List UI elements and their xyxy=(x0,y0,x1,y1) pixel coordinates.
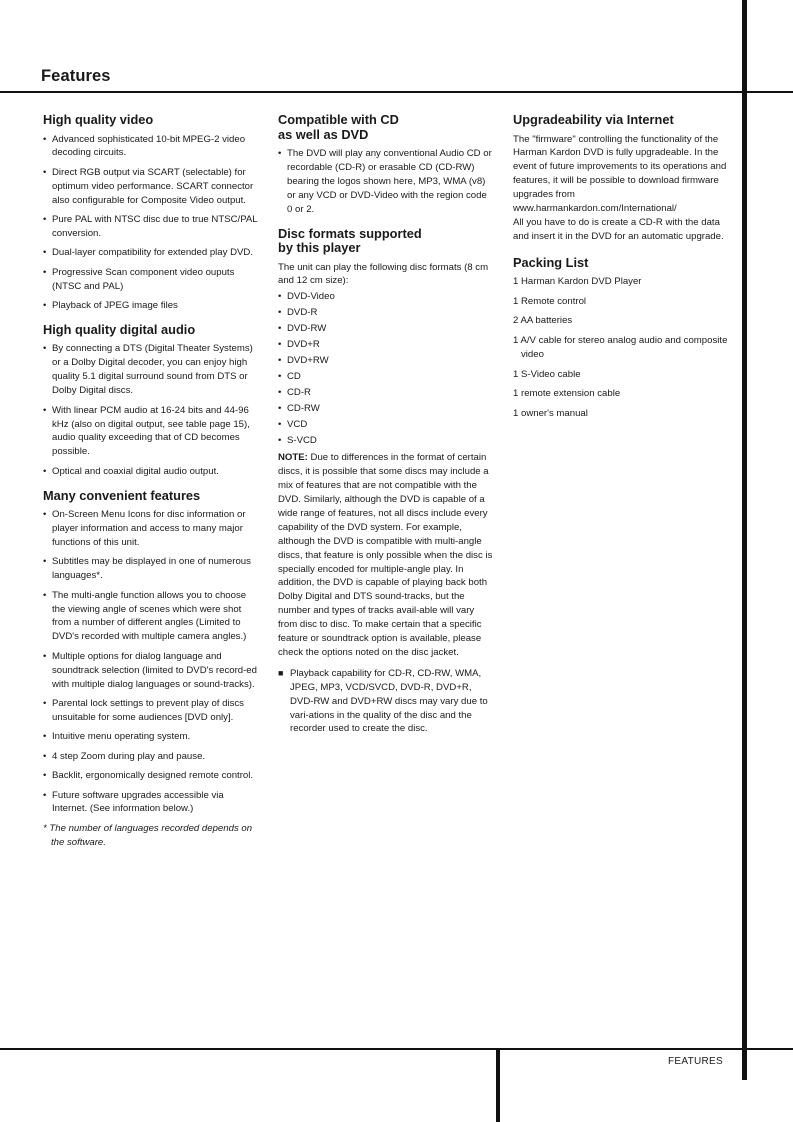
upgrade-text-2: All you have to do is create a CD-R with the data and insert it in the DVD for an automatic upgrade. xyxy=(513,216,724,242)
list-item: • VCD xyxy=(278,418,493,432)
list-item: • Multiple options for dialog language and soundtrack selection (limited to DVD's record-ed with multiple dialog languages or sound-tracks). xyxy=(43,650,258,692)
packing-list xyxy=(513,275,733,420)
footer-section-label: FEATURES xyxy=(668,1056,723,1067)
heading-line: by this player xyxy=(278,240,361,256)
list-item: • 4 step Zoom during play and pause. xyxy=(43,750,258,764)
list-item: • CD-R xyxy=(278,386,493,400)
heading-convenient: Many convenient features xyxy=(43,487,201,503)
column-left xyxy=(43,113,258,850)
list-item: • Intuitive menu operating system. xyxy=(43,730,258,744)
list-item: • Pure PAL with NTSC disc due to true NTSC/PAL conversion. xyxy=(43,213,258,241)
formats-list xyxy=(278,290,493,448)
list-item: • The multi-angle function allows you to choose the viewing angle of scenes which were shot from a number of different angles (Limited to DVD's recorded with multiple camera angles.) xyxy=(43,589,258,645)
upgrade-text: The "firmware" controlling the functionality of the Harman Kardon DVD is fully upgradeable. In the event of future improvements to its operations and features, it will be possible to download firmware upgrades from www.harmankardon.com/International/ xyxy=(513,133,727,215)
languages-footnote: * The number of languages recorded depends on the software. xyxy=(43,822,253,848)
list-item: 1 owner's manual xyxy=(513,407,588,419)
list-item: 1 S-Video cable xyxy=(513,368,581,380)
heading-line: as well as DVD xyxy=(278,126,369,142)
list-item: • Direct RGB output via SCART (selectable) for optimum video performance. SCART connector also configurable for Composite Video output. xyxy=(43,166,258,208)
list-item: • With linear PCM audio at 16-24 bits and 44-96 kHz (also on digital output, see table page 15), audio quality exceeding that of CD becomes possible. xyxy=(43,404,258,460)
list-item: • Progressive Scan component video ouputs (NTSC and PAL) xyxy=(43,266,258,294)
list-item: 1 Harman Kardon DVD Player xyxy=(513,276,642,288)
list-item: • DVD+R xyxy=(278,338,493,352)
convenient-list xyxy=(43,508,258,816)
note-text: Due to differences in the format of certain discs, it is possible that some discs may include a mix of features that are not compatible with the DVD. Similarly, although the DVD is capable of a wide range of features, not all discs include every capability of the DVD system. For example, although the DVD is compatible with multi-angle discs, that feature is only possible when the disc is specially encoded for multiple-angle play. In addition, the DVD is capable of playing back both Dolby Digital and DTS sound-tracks, but the number and types of tracks avail-able will vary from disc to disc. To make certain that a specific feature or soundtrack option is available, please check the options noted on the disc jacket. xyxy=(278,452,493,658)
list-item: • Future software upgrades accessible via Internet. (See information below.) xyxy=(43,789,258,817)
note-label: NOTE: xyxy=(278,452,308,464)
header-rule xyxy=(0,91,793,93)
right-margin-rule xyxy=(742,0,747,1080)
footer-rule xyxy=(0,1048,793,1050)
heading-packing: Packing List xyxy=(513,254,589,270)
heading-audio: High quality digital audio xyxy=(43,321,196,337)
heading-video: High quality video xyxy=(43,112,154,127)
list-item: • Advanced sophisticated 10-bit MPEG-2 video decoding circuits. xyxy=(43,133,258,161)
formats-intro: The unit can play the following disc formats (8 cm and 12 cm size): xyxy=(278,261,489,287)
page-title: Features xyxy=(41,67,111,85)
list-item: ■ Playback capability for CD-R, CD-RW, WMA, JPEG, MP3, VCD/SVCD, DVD-R, DVD+R, DVD-RW and DVD+RW discs may vary due to vari-ations in the quality of the disc and the recorder used to create the disc. xyxy=(278,667,493,737)
list-item: • DVD+RW xyxy=(278,354,493,368)
list-item: • Playback of JPEG image files xyxy=(43,299,258,313)
list-item: • CD-RW xyxy=(278,402,493,416)
list-item: • DVD-RW xyxy=(278,322,493,336)
heading-line: Compatible with CD xyxy=(278,112,399,127)
audio-list xyxy=(43,342,258,478)
list-item: • On-Screen Menu Icons for disc information or player information and access to many major functions of this unit. xyxy=(43,508,258,550)
list-item: • S-VCD xyxy=(278,434,493,448)
list-item: • By connecting a DTS (Digital Theater Systems) or a Dolby Digital decoder, you can enjoy high quality 5.1 digital surround sound from DTS or Dolby Digital discs. xyxy=(43,342,258,398)
compatible-list xyxy=(278,147,493,217)
heading-formats xyxy=(278,227,493,256)
list-item: • Dual-layer compatibility for extended play DVD. xyxy=(43,246,258,260)
formats-note xyxy=(278,451,493,660)
list-item: • Parental lock settings to prevent play of discs unsuitable for some audiences [DVD only]. xyxy=(43,697,258,725)
heading-line: Disc formats supported xyxy=(278,225,422,241)
heading-compatible xyxy=(278,113,493,142)
footer-divider xyxy=(496,1048,500,1122)
video-list xyxy=(43,133,258,313)
list-item: • Subtitles may be displayed in one of numerous languages*. xyxy=(43,555,258,583)
list-item: • DVD-R xyxy=(278,306,493,320)
list-item: 1 remote extension cable xyxy=(513,388,621,400)
list-item: • Backlit, ergonomically designed remote control. xyxy=(43,769,258,783)
list-item: • DVD-Video xyxy=(278,290,493,304)
list-item: • The DVD will play any conventional Audio CD or recordable (CD-R) or erasable CD (CD-RW) bearing the logos shown here, MP3, WMA (v8) or any VCD or DVD-Video with the region code 0 or 2. xyxy=(278,147,493,217)
list-item: 1 A/V cable for stereo analog audio and composite video xyxy=(513,335,728,360)
heading-upgrade: Upgradeability via Internet xyxy=(513,112,674,127)
column-right xyxy=(513,113,733,426)
playback-note-list xyxy=(278,667,493,737)
list-item: • CD xyxy=(278,370,493,384)
list-item: 1 Remote control xyxy=(513,295,587,307)
list-item: 2 AA batteries xyxy=(513,315,573,327)
list-item: • Optical and coaxial digital audio output. xyxy=(43,465,258,479)
column-middle xyxy=(278,113,493,742)
